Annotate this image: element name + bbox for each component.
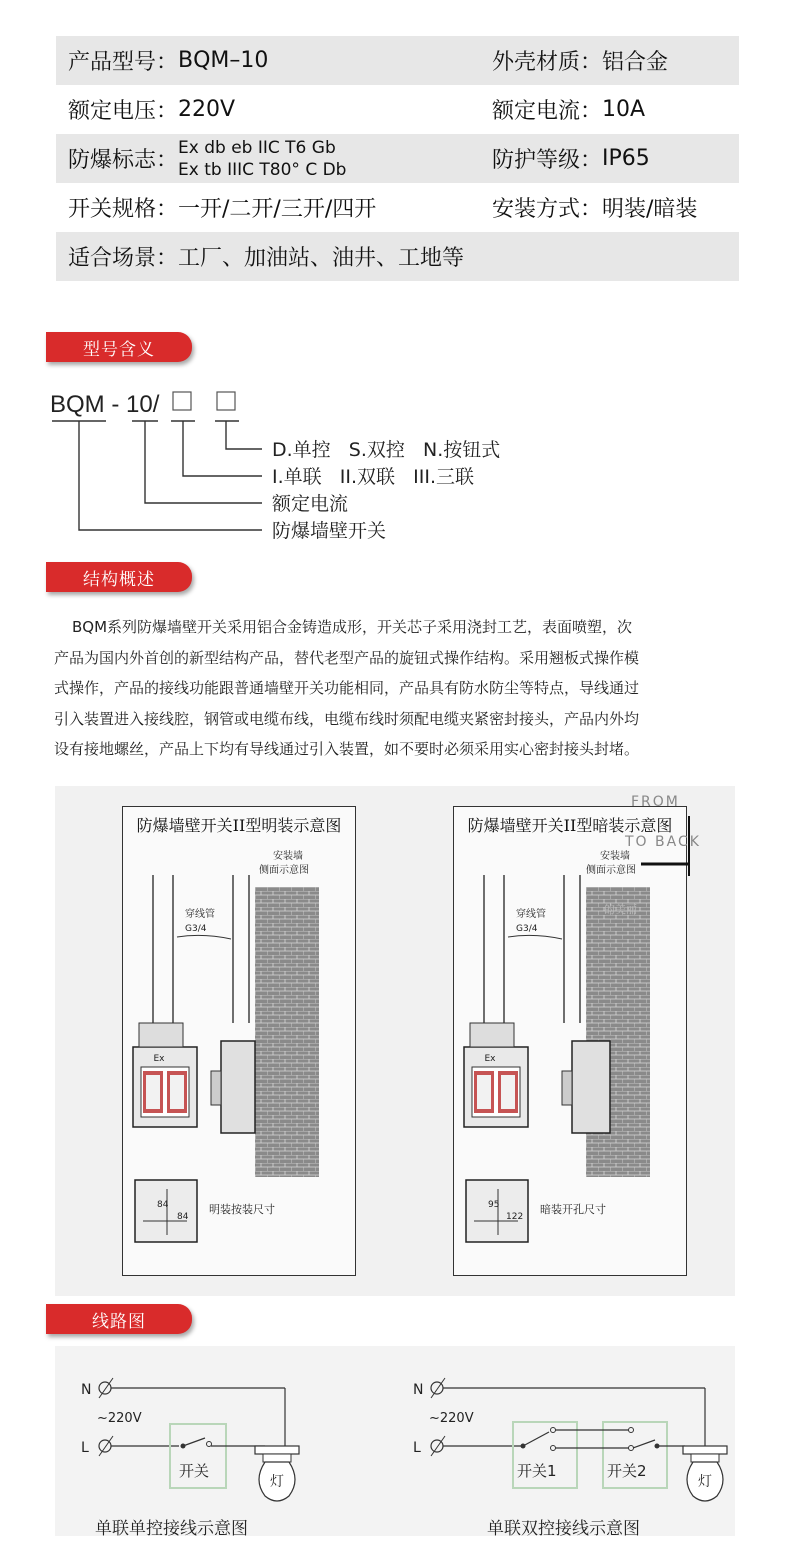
model-meaning-line: 额定电流 — [272, 493, 349, 515]
live-label: L — [413, 1440, 421, 1456]
surface-mount-panel — [122, 806, 356, 1276]
pipe-label: 穿线管 — [516, 909, 546, 920]
spec-label: 开关规格： — [68, 197, 179, 222]
switch1-label: 开关1 — [517, 1462, 557, 1480]
structure-description — [54, 612, 754, 765]
spec-row-ex-mark — [56, 134, 739, 183]
desc-line: 设有接地螺丝，产品上下均有导线通过引入装置，如不要时必须采用实心密封接头封堵。 — [54, 740, 640, 758]
wall-label-2: 侧面示意图 — [586, 865, 636, 876]
spec-value: 一开/二开/三开/四开 — [178, 197, 377, 222]
voltage-label: ~220V — [97, 1411, 142, 1426]
wiring-diagrams — [55, 1346, 735, 1539]
spec-label: 额定电流： — [492, 99, 603, 124]
wiring-single-control — [75, 1368, 335, 1518]
wall-icon — [255, 887, 319, 1177]
lamp-label: 灯 — [270, 1474, 284, 1490]
flush-mount-drawing — [454, 835, 685, 1275]
spec-value: IP65 — [602, 146, 650, 171]
spec-label: 防爆标志： — [68, 148, 179, 173]
pipe-size: G3/4 — [185, 924, 207, 934]
switch-label: 开关 — [179, 1462, 210, 1480]
wall-label: 安装墙 — [600, 851, 630, 862]
spec-value-line: Ex tb IIIC T80° C Db — [178, 159, 347, 180]
spec-value: 工厂、加油站、油井、工地等 — [178, 246, 465, 271]
desc-line: 产品为国内外首创的新型结构产品，替代老型产品的旋钮式操作结构。采用翘板式操作模 — [54, 648, 640, 667]
pipe-label: 穿线管 — [185, 909, 215, 920]
desc-line: 引入装置进入接线腔，钢管或电缆布线，电缆布线时须配电缆夹紧密封接头，产品内外均 — [54, 709, 640, 728]
ex-mark: Ex — [153, 1054, 165, 1064]
dim-b: 95 — [488, 1200, 500, 1210]
panel-title: 防爆墙壁开关II型明装示意图 — [136, 816, 342, 835]
lamp-socket — [683, 1446, 727, 1454]
spec-row-voltage — [56, 85, 739, 134]
size-label: 明装按装尺寸 — [209, 1203, 275, 1216]
spec-value: BQM–10 — [178, 48, 269, 73]
panel-title: 防爆墙壁开关II型暗装示意图 — [467, 816, 673, 835]
lamp-socket — [255, 1446, 299, 1454]
model-meaning-diagram — [40, 380, 560, 550]
surface-mount-drawing — [123, 835, 354, 1275]
wall-label: 安装墙 — [273, 851, 303, 862]
section-tag-model: 型号含义 — [46, 332, 192, 362]
pipe-size: G3/4 — [516, 924, 538, 934]
model-meaning-line: 防爆墙壁开关 — [272, 520, 387, 542]
spec-table — [56, 36, 739, 281]
spec-value: 10A — [602, 97, 646, 122]
spec-value: 铝合金 — [602, 50, 669, 75]
ex-mark: Ex — [484, 1054, 496, 1064]
model-code: BQM - 10/ — [50, 391, 160, 418]
dim-a: 122 — [506, 1212, 524, 1222]
wall-label-2: 侧面示意图 — [259, 865, 309, 876]
overlay-to-back: TO BACK — [625, 834, 701, 850]
spec-value: 明装/暗装 — [602, 197, 698, 222]
size-label: 暗装开孔尺寸 — [540, 1203, 606, 1216]
spec-value-line: Ex db eb IIC T6 Gb — [178, 137, 336, 158]
watermark-text: 的美丽 — [604, 903, 637, 916]
overlay-from: FROM — [631, 794, 680, 810]
box-2 — [217, 392, 235, 410]
cutout-size-box — [466, 1180, 528, 1242]
switch-box-side — [221, 1041, 255, 1133]
spec-row-model — [56, 36, 739, 85]
switch-box-side — [572, 1041, 610, 1133]
spec-label: 外壳材质： — [492, 50, 603, 75]
dim-a: 84 — [177, 1212, 189, 1222]
spec-label: 安装方式： — [492, 197, 603, 222]
lamp-label: 灯 — [698, 1474, 712, 1490]
neutral-label: N — [81, 1382, 92, 1398]
spec-value: 220V — [178, 97, 236, 122]
spec-row-scene — [56, 232, 739, 281]
spec-label: 防护等级： — [492, 148, 603, 173]
spec-row-switch — [56, 183, 739, 232]
box-1 — [173, 392, 191, 410]
section-tag-structure: 结构概述 — [46, 562, 192, 592]
spec-label: 额定电压： — [68, 99, 179, 124]
desc-line: BQM系列防爆墙壁开关采用铝合金铸造成形，开关芯子采用浇封工艺，表面喷塑，次 — [72, 618, 633, 636]
model-meaning-line: I.单联 II.双联 III.三联 — [272, 466, 474, 488]
switch2-label: 开关2 — [607, 1462, 647, 1480]
wiring-caption: 单联单控接线示意图 — [95, 1519, 248, 1539]
flush-mount-panel — [453, 806, 687, 1276]
live-label: L — [81, 1440, 89, 1456]
dim-b: 84 — [157, 1200, 169, 1210]
section-tag-wiring: 线路图 — [46, 1304, 192, 1334]
wiring-caption: 单联双控接线示意图 — [487, 1519, 640, 1539]
mount-size-box — [135, 1180, 197, 1242]
neutral-label: N — [413, 1382, 424, 1398]
installation-diagrams — [55, 786, 735, 1296]
spec-label: 适合场景： — [68, 246, 179, 271]
spec-label: 产品型号： — [68, 50, 179, 75]
wiring-double-control — [403, 1368, 733, 1518]
voltage-label: ~220V — [429, 1411, 474, 1426]
desc-line: 式操作，产品的接线功能跟普通墙壁开关功能相同，产品具有防水防尘等特点，导线通过 — [54, 679, 640, 697]
overlay-graphic — [615, 786, 775, 876]
model-meaning-line: D.单控 S.双控 N.按钮式 — [272, 439, 501, 461]
